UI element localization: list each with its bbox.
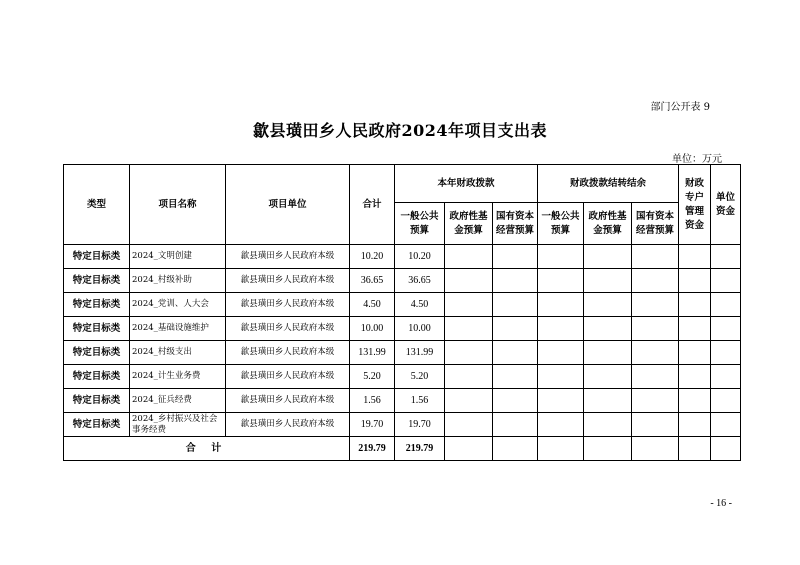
empty-cell [711, 269, 741, 293]
row-general: 1.56 [395, 389, 445, 413]
empty-cell [679, 317, 711, 341]
header-unit-funds: 单位资金 [711, 165, 741, 245]
empty-cell [632, 269, 679, 293]
empty-cell [632, 389, 679, 413]
header-project-unit: 项目单位 [226, 165, 350, 245]
empty-cell [679, 389, 711, 413]
empty-cell [445, 365, 493, 389]
empty-cell [445, 413, 493, 437]
empty-cell [445, 341, 493, 365]
empty-cell [493, 389, 538, 413]
row-general: 36.65 [395, 269, 445, 293]
empty-cell [538, 245, 584, 269]
table-number-note: 部门公开表 9 [650, 102, 710, 113]
empty-cell [711, 365, 741, 389]
row-project-unit: 歙县璜田乡人民政府本级 [226, 245, 350, 269]
empty-cell [445, 293, 493, 317]
empty-cell [632, 317, 679, 341]
empty-cell [538, 365, 584, 389]
total-label: 合 计 [64, 437, 350, 461]
table-row [64, 365, 741, 389]
row-general: 10.00 [395, 317, 445, 341]
empty-cell [584, 293, 632, 317]
header-project-name: 项目名称 [130, 165, 226, 245]
page-number: - 16 - [710, 498, 732, 509]
row-type: 特定目标类 [64, 389, 130, 413]
header-carryover: 财政拨款结转结余 [538, 165, 679, 203]
table-row [64, 317, 741, 341]
empty-cell [584, 389, 632, 413]
empty-cell [679, 269, 711, 293]
empty-cell [445, 269, 493, 293]
row-project-name: 2024_乡村振兴及社会事务经费 [130, 413, 226, 437]
row-general: 131.99 [395, 341, 445, 365]
header-gov-fund: 政府性基金预算 [445, 203, 493, 245]
header-general-carry: 一般公共预算 [538, 203, 584, 245]
row-project-name: 2024_村级补助 [130, 269, 226, 293]
row-general: 5.20 [395, 365, 445, 389]
header-total: 合计 [350, 165, 395, 245]
row-project-name: 2024_计生业务费 [130, 365, 226, 389]
header-state-capital: 国有资本经营预算 [493, 203, 538, 245]
table-row [64, 269, 741, 293]
table-row [64, 341, 741, 365]
header-current-year: 本年财政拨款 [395, 165, 538, 203]
row-project-unit: 歙县璜田乡人民政府本级 [226, 317, 350, 341]
empty-cell [493, 365, 538, 389]
row-general: 19.70 [395, 413, 445, 437]
empty-cell [632, 413, 679, 437]
empty-cell [493, 293, 538, 317]
empty-cell [538, 269, 584, 293]
table-row [64, 413, 741, 437]
row-project-name: 2024_村级支出 [130, 341, 226, 365]
table-row [64, 389, 741, 413]
row-type: 特定目标类 [64, 317, 130, 341]
empty-cell [493, 341, 538, 365]
row-project-unit: 歙县璜田乡人民政府本级 [226, 389, 350, 413]
empty-cell [679, 365, 711, 389]
empty-cell [679, 341, 711, 365]
page-title: 歙县璜田乡人民政府2024年项目支出表 [252, 121, 548, 140]
empty-cell [538, 293, 584, 317]
empty-cell [445, 317, 493, 341]
empty-cell [445, 389, 493, 413]
total-amount: 219.79 [350, 437, 395, 461]
header-special-account: 财政专户管理资金 [679, 165, 711, 245]
row-type: 特定目标类 [64, 365, 130, 389]
empty-cell [711, 389, 741, 413]
project-expenditure-table [63, 164, 741, 461]
row-type: 特定目标类 [64, 245, 130, 269]
empty-cell [632, 293, 679, 317]
empty-cell [679, 413, 711, 437]
empty-cell [584, 341, 632, 365]
row-project-unit: 歙县璜田乡人民政府本级 [226, 293, 350, 317]
row-project-unit: 歙县璜田乡人民政府本级 [226, 341, 350, 365]
empty-cell [711, 413, 741, 437]
row-project-unit: 歙县璜田乡人民政府本级 [226, 413, 350, 437]
row-project-unit: 歙县璜田乡人民政府本级 [226, 269, 350, 293]
row-project-name: 2024_党训、人大会 [130, 293, 226, 317]
row-total: 36.65 [350, 269, 395, 293]
empty-cell [493, 413, 538, 437]
empty-cell [584, 245, 632, 269]
empty-cell [538, 317, 584, 341]
empty-cell [584, 365, 632, 389]
header-state-capital-carry: 国有资本经营预算 [632, 203, 679, 245]
total-general: 219.79 [395, 437, 445, 461]
row-general: 10.20 [395, 245, 445, 269]
empty-cell [632, 365, 679, 389]
total-row [64, 437, 741, 461]
row-total: 4.50 [350, 293, 395, 317]
header-general: 一般公共预算 [395, 203, 445, 245]
row-general: 4.50 [395, 293, 445, 317]
empty-cell [679, 293, 711, 317]
table-row [64, 293, 741, 317]
empty-cell [493, 317, 538, 341]
empty-cell [632, 341, 679, 365]
row-total: 131.99 [350, 341, 395, 365]
empty-cell [632, 245, 679, 269]
row-total: 5.20 [350, 365, 395, 389]
row-type: 特定目标类 [64, 269, 130, 293]
empty-cell [711, 341, 741, 365]
empty-cell [711, 245, 741, 269]
empty-cell [538, 389, 584, 413]
row-total: 10.00 [350, 317, 395, 341]
empty-cell [679, 245, 711, 269]
empty-cell [445, 245, 493, 269]
header-type: 类型 [64, 165, 130, 245]
row-project-name: 2024_文明创建 [130, 245, 226, 269]
row-type: 特定目标类 [64, 341, 130, 365]
empty-cell [538, 341, 584, 365]
empty-cell [584, 269, 632, 293]
row-project-unit: 歙县璜田乡人民政府本级 [226, 365, 350, 389]
row-total: 10.20 [350, 245, 395, 269]
row-project-name: 2024_基础设施维护 [130, 317, 226, 341]
empty-cell [493, 269, 538, 293]
empty-cell [711, 317, 741, 341]
header-gov-fund-carry: 政府性基金预算 [584, 203, 632, 245]
empty-cell [584, 317, 632, 341]
row-project-name: 2024_征兵经费 [130, 389, 226, 413]
row-total: 19.70 [350, 413, 395, 437]
row-type: 特定目标类 [64, 293, 130, 317]
unit-label: 单位：万元 [672, 154, 722, 165]
empty-cell [711, 293, 741, 317]
row-total: 1.56 [350, 389, 395, 413]
row-type: 特定目标类 [64, 413, 130, 437]
empty-cell [538, 413, 584, 437]
table-row [64, 245, 741, 269]
empty-cell [584, 413, 632, 437]
empty-cell [493, 245, 538, 269]
